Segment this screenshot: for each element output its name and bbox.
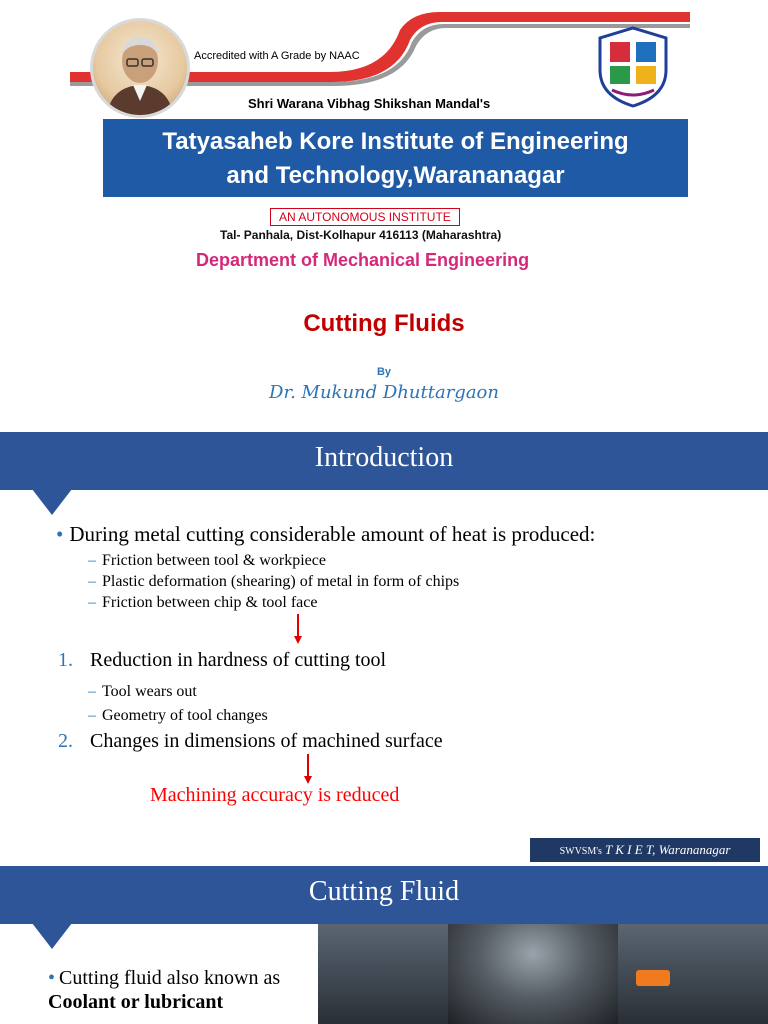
topic-title: Cutting Fluids — [303, 310, 465, 337]
founder-portrait — [90, 18, 190, 118]
cutting-fluid-bullet — [48, 966, 308, 1014]
item-number: 2. — [58, 730, 73, 752]
slide-header-bar — [0, 432, 768, 490]
main-bullet-text: During metal cutting considerable amount of heat is produced: — [69, 522, 596, 546]
introduction-slide — [0, 432, 768, 864]
header-tab-decoration — [32, 489, 72, 515]
bullet-dot-icon: • — [48, 967, 56, 989]
bullet-text: Cutting fluid also known as — [59, 967, 281, 989]
down-arrow-icon — [293, 614, 303, 644]
numbered-item-1 — [58, 649, 386, 672]
list-item — [88, 592, 459, 613]
dash-icon: – — [88, 594, 96, 611]
author-name: Dr. Mukund Dhuttargaon — [269, 382, 499, 403]
list-item-text: Tool wears out — [102, 683, 197, 700]
institute-address: Tal- Panhala, Dist-Kolhapur 416113 (Maharashtra) — [220, 228, 502, 242]
mandal-name: Shri Warana Vibhag Shikshan Mandal's — [248, 96, 491, 111]
coolant-nozzle-image — [636, 970, 670, 986]
institute-name-band — [103, 119, 688, 197]
dash-icon: – — [88, 552, 96, 569]
institute-name-line1: Tatyasaheb Kore Institute of Engineering — [162, 128, 629, 155]
slide-header-title: Introduction — [314, 442, 454, 473]
department-name: Department of Mechanical Engineering — [196, 250, 530, 270]
slide-header-bar — [0, 866, 768, 924]
list-item — [88, 704, 268, 728]
numbered-item-2 — [58, 730, 443, 753]
main-bullet — [56, 522, 595, 547]
header-tab-decoration — [32, 923, 72, 949]
title-slide — [0, 0, 768, 430]
list-item — [88, 680, 268, 704]
tool-effects-list — [88, 680, 268, 728]
dash-icon: – — [88, 707, 96, 724]
item-number: 1. — [58, 649, 73, 671]
list-item-text: Geometry of tool changes — [102, 707, 268, 724]
dash-icon: – — [88, 573, 96, 590]
list-item — [88, 571, 459, 592]
by-label: By — [376, 366, 392, 378]
list-item-text: Friction between tool & workpiece — [102, 552, 326, 569]
list-item — [88, 550, 459, 571]
accreditation-text: Accredited with A Grade by NAAC — [194, 50, 360, 62]
footer-institute: T K I E T, Warananagar — [604, 842, 731, 857]
down-arrow-icon — [303, 754, 313, 784]
bullet-bold-text: Coolant or lubricant — [48, 991, 224, 1013]
heat-sources-list — [88, 550, 459, 613]
item-text: Reduction in hardness of cutting tool — [90, 649, 387, 671]
dash-icon: – — [88, 683, 96, 700]
list-item-text: Friction between chip & tool face — [102, 594, 318, 611]
slide-footer — [530, 838, 760, 862]
item-text: Changes in dimensions of machined surface — [90, 730, 443, 752]
result-text: Machining accuracy is reduced — [150, 784, 400, 806]
bullet-dot-icon: • — [56, 522, 64, 546]
slide-header-title: Cutting Fluid — [308, 876, 460, 907]
spindle-image — [448, 924, 618, 1024]
list-item-text: Plastic deformation (shearing) of metal in form of chips — [102, 573, 460, 590]
machining-photo — [318, 924, 768, 1024]
institute-emblem-icon — [596, 26, 670, 108]
cutting-fluid-slide — [0, 866, 768, 1024]
autonomous-badge: AN AUTONOMOUS INSTITUTE — [270, 208, 460, 226]
institute-name-line2: and Technology,Warananagar — [226, 162, 565, 189]
footer-prefix: SWVSM's — [559, 846, 602, 857]
